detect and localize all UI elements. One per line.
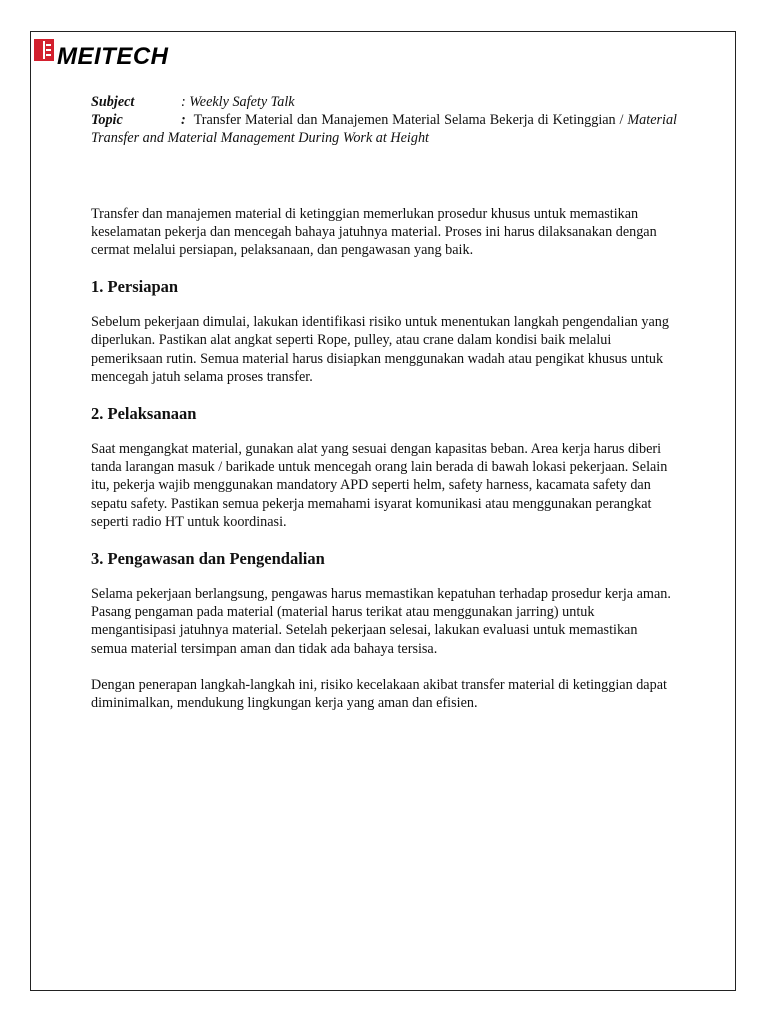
meitech-logo-icon xyxy=(34,39,54,61)
topic-colon: : xyxy=(181,112,186,129)
document-body xyxy=(91,93,677,712)
section-body-persiapan: Sebelum pekerjaan dimulai, lakukan identifikasi risiko untuk menentukan langkah pengendalian yang diperlukan. Pastikan alat angkat seperti Rope, pulley, atau crane dalam kondisi baik melalui pemeriksaan rutin. Semua material harus disiapkan menggunakan wadah atau pengikat khusus untuk mencegah jatuh selama proses transfer. xyxy=(91,314,669,385)
section-heading-persiapan: 1. Persiapan xyxy=(91,277,179,297)
closing-paragraph: Dengan penerapan langkah-langkah ini, risiko kecelakaan akibat transfer material di ketinggian dapat diminimalkan, mendukung lingkungan kerja yang aman dan efisien. xyxy=(91,676,667,712)
section-body-pengawasan: Selama pekerjaan berlangsung, pengawas harus memastikan kepatuhan terhadap prosedur kerja aman. Pasang pengaman pada material (material harus terikat atau menggunakan jarring) untuk mengantisipasi jatuhnya material. Setelah pekerjaan selesai, lakukan evaluasi untuk memastikan semua material tersimpan aman dan tidak ada bahaya tersisa. xyxy=(91,586,671,657)
topic-row xyxy=(91,111,677,147)
subject-value: : Weekly Safety Talk xyxy=(181,94,295,110)
topic-label: Topic xyxy=(91,112,123,129)
topic-value-en: Material Transfer and Material Management During Work at Height xyxy=(91,112,677,147)
topic-value-id: Transfer Material dan Manajemen Material Selama Bekerja di Ketinggian / xyxy=(193,112,624,129)
intro-paragraph: Transfer dan manajemen material di ketinggian memerlukan prosedur khusus untuk memastikan keselamatan pekerja dan mencegah bahaya jatuhnya material. Proses ini harus dilaksanakan dengan cermat melalui persiapan, pelaksanaan, dan pengawasan yang baik. xyxy=(91,205,657,259)
subject-row xyxy=(91,93,677,111)
section-heading-pelaksanaan: 2. Pelaksanaan xyxy=(91,404,197,424)
brand-name: MEITECH xyxy=(57,43,169,70)
company-logo xyxy=(34,38,169,70)
section-body-pelaksanaan: Saat mengangkat material, gunakan alat yang sesuai dengan kapasitas beban. Area kerja harus diberi tanda larangan masuk / barikade untuk mencegah orang lain berada di bawah lokasi pekerjaan. Selain itu, pekerja wajib menggunakan mandatory APD seperti helm, safety harness, kacamata safety dan sepatu safety. Pastikan semua pekerja memahami isyarat komunikasi atau menggunakan perangkat seperti radio HT untuk koordinasi. xyxy=(91,441,668,530)
subject-label: Subject xyxy=(91,94,135,110)
section-heading-pengawasan: 3. Pengawasan dan Pengendalian xyxy=(91,549,325,569)
